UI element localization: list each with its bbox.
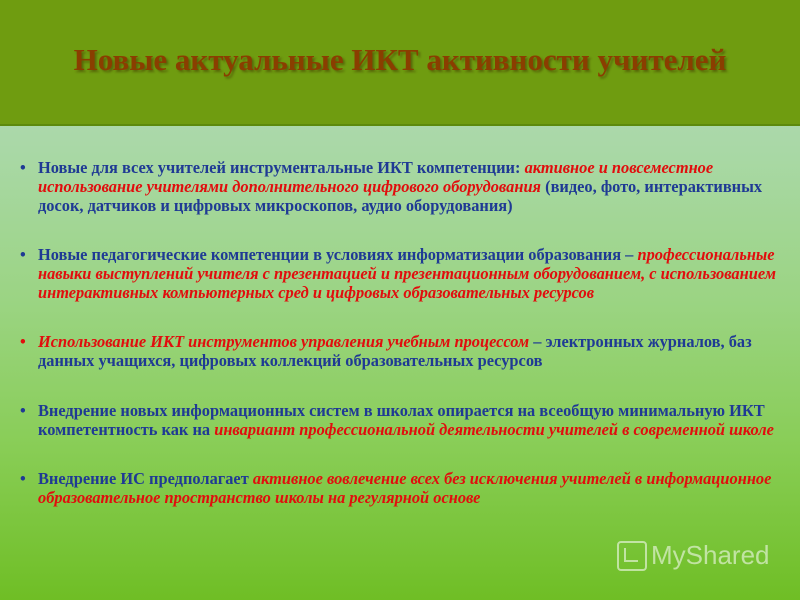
bullet-text-highlight: активное вовлечение всех без исключения учителей в информационное образовательное пространство школы на регулярной основе — [38, 469, 772, 507]
bullet-item-5 — [20, 469, 792, 507]
bullet-text-segment: – электронных журналов, баз данных учащихся, цифровых коллекций образовательных ресурсов — [38, 332, 752, 370]
bullet-list — [20, 158, 792, 537]
title-bar — [0, 0, 800, 126]
bullet-text-highlight: Использование ИКТ инструментов управления учебным процессом — [38, 332, 530, 351]
slide-title: Новые актуальные ИКТ активности учителей — [73, 42, 727, 77]
bullet-text-segment: (видео, фото, интерактивных досок, датчиков и цифровых микроскопов, аудио оборудования) — [38, 177, 763, 215]
bullet-item-4 — [20, 401, 792, 439]
bullet-marker: • — [20, 245, 26, 264]
bullet-text-highlight: инвариант профессиональной деятельности учителей в современной школе — [214, 420, 774, 439]
bullet-marker: • — [20, 469, 26, 488]
watermark — [617, 540, 770, 571]
watermark-text: MyShared — [651, 540, 770, 570]
bullet-text-highlight: активное и повсеместное использование учителями дополнительного цифрового оборудования — [38, 158, 714, 196]
bullet-marker: • — [20, 158, 26, 177]
bullet-text-segment: Новые педагогические компетенции в условиях информатизации образования – — [38, 245, 638, 264]
bullet-text-segment: Новые для всех учителей инструментальные ИКТ компетенции: — [38, 158, 525, 177]
bullet-text-segment: Внедрение ИС предполагает — [38, 469, 253, 488]
bullet-marker: • — [20, 332, 26, 351]
bullet-marker: • — [20, 401, 26, 420]
bullet-text-segment: Внедрение новых информационных систем в школах опирается на всеобщую минимальную ИКТ компетентность как на — [38, 401, 765, 439]
bullet-item-1 — [20, 158, 792, 215]
bullet-text-highlight: профессиональные навыки выступлений учителя с презентацией и презентационным оборудованием, с использованием интерактивных компьютерных сред и цифровых образовательных ресурсов — [38, 245, 776, 302]
bullet-item-3 — [20, 332, 792, 370]
watermark-logo-icon — [617, 541, 647, 571]
bullet-item-2 — [20, 245, 792, 302]
